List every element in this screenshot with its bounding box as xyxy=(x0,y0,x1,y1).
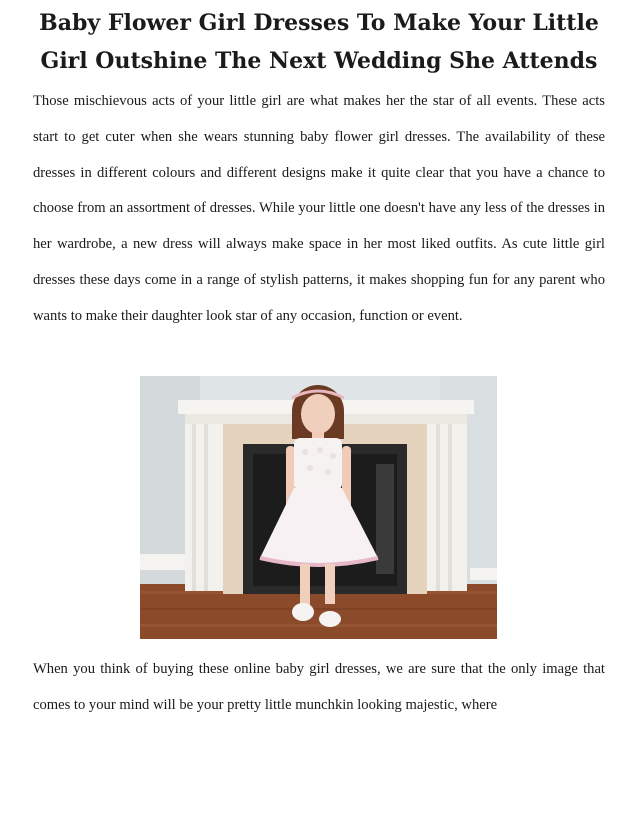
flower-girl-photo xyxy=(140,376,497,639)
page-title: Baby Flower Girl Dresses To Make Your Little Girl Outshine The Next Wedding She Attends xyxy=(39,10,599,74)
body-paragraph-2: When you think of buying these online baby girl dresses, we are sure that the only image that comes to your mind will be your pretty little munchkin looking majestic, where xyxy=(33,661,605,713)
body-paragraph-1: Those mischievous acts of your little girl are what makes her the star of all events. These acts start to get cuter when she wears stunning baby flower girl dresses. The availability of these dresses in different colours and different designs make it quite clear that you have a chance to choose from an assortment of dresses. While your little one doesn't have any less of the dresses in her wardrobe, a new dress will always make space in her most liked outfits. As cute little girl dresses these days come in a range of stylish patterns, it makes shopping fun for any parent who wants to make their daughter look star of any occasion, function or event. xyxy=(33,93,605,324)
